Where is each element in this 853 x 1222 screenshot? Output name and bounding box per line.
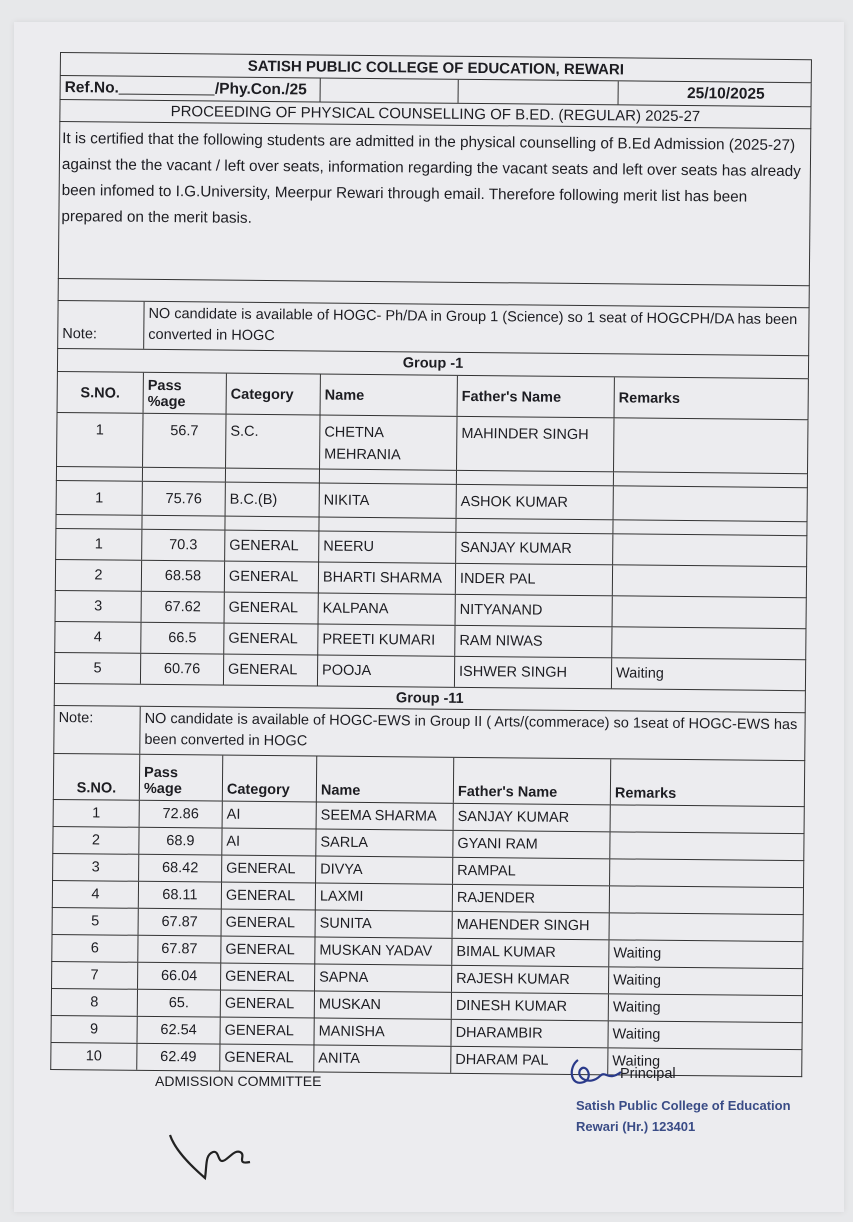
cell-pct: 68.11: [139, 882, 222, 909]
cell-pct: 67.87: [138, 936, 221, 963]
cell-name: SAPNA: [315, 964, 452, 991]
cell-sno: 2: [56, 560, 142, 591]
ref-blank: [119, 82, 215, 96]
cell-father: GYANI RAM: [453, 831, 610, 859]
col-remarks: Remarks: [618, 390, 681, 407]
cell-sno: 2: [53, 827, 139, 854]
cell-father: RAMPAL: [453, 858, 610, 886]
cell-cat: GENERAL: [222, 883, 316, 910]
proceeding-title: PROCEEDING OF PHYSICAL COUNSELLING OF B.ED. (REGULAR) 2025-27: [170, 103, 701, 126]
group1-title: Group -1: [402, 355, 464, 372]
cell-sno: 5: [53, 908, 139, 935]
cell-remarks: [610, 886, 803, 914]
cell-father: ISHWER SINGH: [455, 657, 612, 689]
cell-pct: 75.76: [143, 482, 226, 516]
note-row-1: [57, 301, 809, 356]
cell-pct: 70.3: [142, 530, 225, 561]
principal-title: Principal: [620, 1066, 676, 1082]
col-name: Name: [321, 375, 458, 416]
cell-cat: GENERAL: [225, 593, 319, 624]
cell-remarks: [612, 627, 805, 659]
cell-sno: 1: [54, 800, 140, 827]
cell-cat: GENERAL: [221, 991, 315, 1018]
cell-father: DHARAM PAL: [451, 1047, 608, 1075]
group1-header-row: [57, 371, 809, 420]
cell-remarks: Waiting: [612, 999, 661, 1016]
cell-pct: 66.5: [141, 623, 224, 654]
cell-sno: 10: [51, 1043, 137, 1070]
cell-cat: GENERAL: [220, 1018, 314, 1045]
cell-sno: 3: [56, 591, 142, 622]
cell-father: MAHINDER SINGH: [457, 417, 615, 472]
stamp-address: Rewari (Hr.) 123401: [576, 1119, 696, 1134]
cell-pct: 67.62: [142, 592, 225, 623]
cell-name: NEERU: [319, 532, 456, 563]
group2-title: Group -11: [395, 689, 464, 707]
cell-name: SEEMA SHARMA: [317, 802, 454, 829]
cell-remarks: [611, 805, 804, 833]
cell-father: RAJENDER: [453, 885, 610, 913]
cell-sno: 1: [57, 413, 144, 467]
cell-pct: 66.04: [138, 963, 221, 990]
note-label-2: Note:: [54, 706, 140, 754]
cell-father: DINESH KUMAR: [452, 993, 609, 1021]
cell-pct: 68.58: [142, 561, 225, 592]
certificate-row: [58, 122, 811, 286]
cell-name: MANISHA: [314, 1018, 451, 1045]
principal-stamp: [566, 1052, 806, 1142]
cell-father: ASHOK KUMAR: [457, 485, 614, 520]
col-pass: Pass %age: [140, 755, 223, 801]
col-sno: S.NO.: [54, 754, 140, 800]
cell-remarks: [614, 486, 807, 521]
cell-remarks: [610, 913, 803, 941]
cell-sno: 8: [52, 989, 138, 1016]
col-name: Name: [317, 757, 454, 803]
principal-signature: [566, 1052, 626, 1097]
cell-father: SANJAY KUMAR: [456, 533, 613, 565]
cell-remarks: Waiting: [613, 972, 662, 989]
ref-number: [61, 76, 321, 101]
cell-sno: 9: [51, 1016, 137, 1043]
cell-sno: 4: [55, 622, 141, 653]
cell-cat: GENERAL: [220, 1045, 314, 1072]
cell-remarks: [613, 596, 806, 628]
ref-empty-2: [459, 80, 619, 105]
cell-name: SARLA: [316, 829, 453, 856]
cell-father: DHARAMBIR: [451, 1020, 608, 1048]
col-remarks: Remarks: [614, 785, 677, 802]
cell-name: SUNITA: [316, 910, 453, 937]
certificate-text: It is certified that the following students are admitted in the physical counselling of B.Ed Admission (2025-27) against the the vacant / left over seats, information regarding the vacant seats and left over seats has already been infomed to I.G.University, Meerpur Rewari through email. Therefore following merit list has been prepared on the merit basis.: [61, 130, 801, 227]
cell-remarks: [610, 859, 803, 887]
cell-pct: 65.: [138, 990, 221, 1017]
cell-pct: 68.9: [139, 828, 222, 855]
ref-label: Ref.No.: [64, 78, 119, 97]
cell-name: NIKITA: [320, 484, 457, 518]
cell-name: BHARTI SHARMA: [319, 563, 456, 594]
cell-father: NITYANAND: [456, 595, 613, 627]
ref-value: /Phy.Con./25: [214, 79, 307, 98]
cell-name: MUSKAN: [315, 991, 452, 1018]
cell-remarks: Waiting: [612, 1026, 661, 1043]
note-row-2: [53, 706, 805, 761]
col-category: Category: [227, 374, 321, 415]
cell-father: BIMAL KUMAR: [452, 939, 609, 967]
cell-name: POOJA: [318, 656, 455, 687]
college-name: SATISH PUBLIC COLLEGE OF EDUCATION, REWARI: [247, 57, 625, 78]
cell-cat: AI: [222, 829, 316, 856]
col-father: Father's Name: [454, 758, 611, 805]
group1-general-rows: [54, 529, 807, 691]
cell-name: PREETI KUMARI: [318, 625, 455, 656]
cell-cat: GENERAL: [221, 937, 315, 964]
table-row: [56, 413, 808, 474]
cell-pct: 68.42: [139, 855, 222, 882]
cell-remarks: Waiting: [612, 1053, 661, 1070]
note-text-2: NO candidate is available of HOGC-EWS in Group II ( Arts/(commerace) so 1seat of HOGC-EWS has been converted in HOGC: [144, 710, 798, 750]
cell-remarks: [613, 534, 806, 566]
cell-cat: GENERAL: [225, 562, 319, 593]
cell-cat: GENERAL: [222, 910, 316, 937]
cell-pct: 72.86: [140, 801, 223, 828]
date: 25/10/2025: [686, 84, 765, 103]
cell-pct: 56.7: [143, 414, 227, 468]
signature-mark: [165, 1120, 260, 1190]
cell-name: CHETNA MEHRANIA: [320, 416, 458, 470]
col-pass: Pass %age: [144, 373, 227, 414]
cell-father: MAHENDER SINGH: [453, 912, 610, 940]
cell-name: KALPANA: [319, 594, 456, 625]
admission-committee: ADMISSION COMMITTEE: [155, 1073, 322, 1089]
cell-sno: 5: [55, 653, 141, 684]
cell-cat: GENERAL: [224, 624, 318, 655]
cell-remarks: [614, 418, 807, 473]
cell-name: DIVYA: [316, 856, 453, 883]
col-category: Category: [223, 756, 317, 802]
cell-remarks: [613, 565, 806, 597]
cell-remarks: Waiting: [615, 665, 664, 682]
cell-name: LAXMI: [316, 883, 453, 910]
cell-sno: 6: [52, 935, 138, 962]
col-father: Father's Name: [458, 376, 615, 418]
cell-remarks: Waiting: [613, 945, 662, 962]
cell-pct: 62.49: [137, 1044, 220, 1071]
cell-father: RAJESH KUMAR: [452, 966, 609, 994]
cell-pct: 62.54: [137, 1017, 220, 1044]
cell-father: RAM NIWAS: [455, 626, 612, 658]
cell-remarks: [610, 832, 803, 860]
group2-rows: [50, 800, 805, 1077]
cell-cat: GENERAL: [225, 531, 319, 562]
cell-name: MUSKAN YADAV: [315, 937, 452, 964]
cell-father: INDER PAL: [456, 564, 613, 596]
cell-father: SANJAY KUMAR: [454, 804, 611, 832]
stamp-college: Satish Public College of Education: [576, 1098, 791, 1113]
cell-cat: AI: [223, 802, 317, 829]
cell-sno: 1: [57, 481, 143, 515]
cell-pct: 60.76: [141, 654, 224, 685]
cell-pct: 67.87: [139, 909, 222, 936]
cell-cat: GENERAL: [221, 964, 315, 991]
cell-cat: GENERAL: [222, 856, 316, 883]
cell-cat: GENERAL: [224, 655, 318, 686]
group2-header-row: [53, 754, 805, 807]
cell-cat: B.C.(B): [226, 483, 320, 517]
cell-sno: 3: [53, 854, 139, 881]
cell-sno: 4: [53, 881, 139, 908]
note-label-1: Note:: [58, 301, 144, 349]
cell-sno: 7: [52, 962, 138, 989]
cell-sno: 1: [56, 529, 142, 560]
cell-name: ANITA: [314, 1045, 451, 1072]
document: [50, 52, 812, 1077]
ref-empty-1: [321, 79, 459, 103]
col-sno: S.NO.: [58, 372, 144, 413]
note-text-1: NO candidate is available of HOGC- Ph/DA in Group 1 (Science) so 1 seat of HOGCPH/DA has been converted in HOGC: [148, 305, 798, 345]
cell-cat: S.C.: [226, 415, 321, 469]
